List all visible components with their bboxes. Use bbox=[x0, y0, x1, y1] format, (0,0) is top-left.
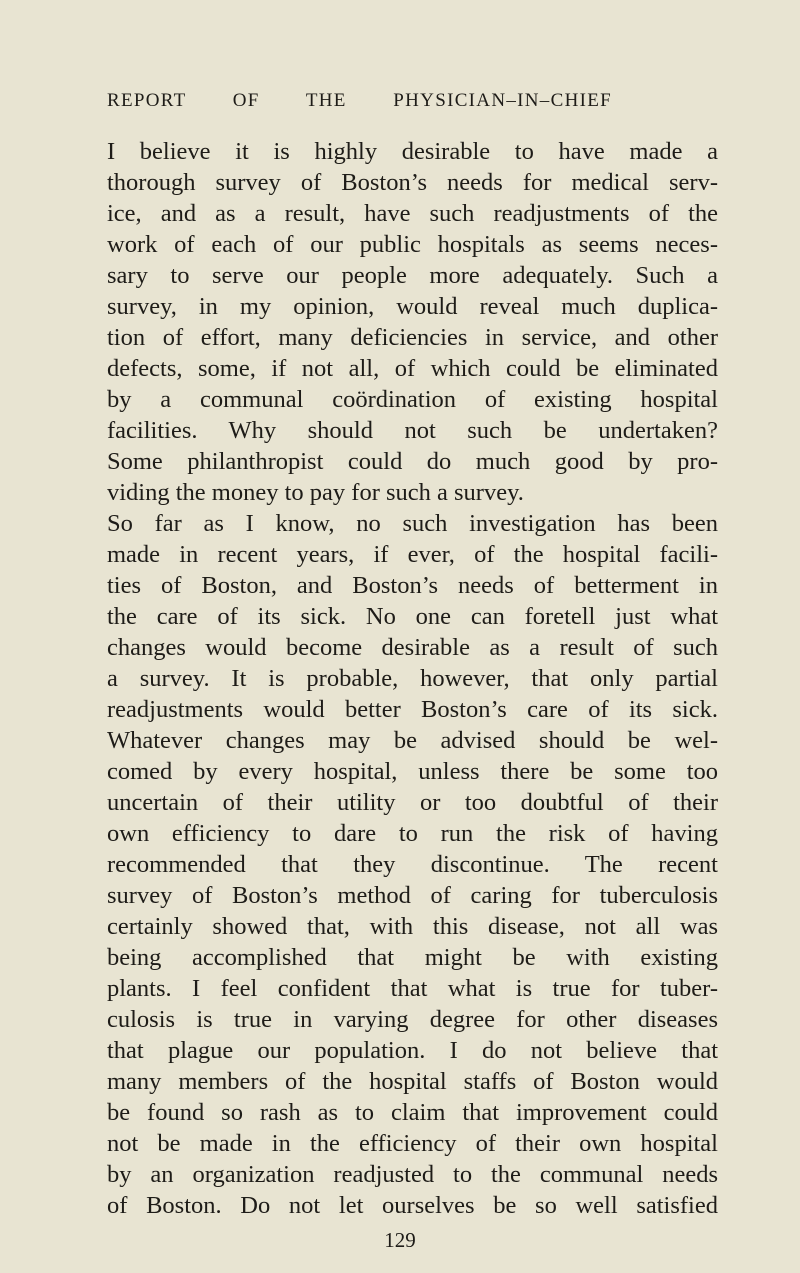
text-line: readjustments would better Boston’s care of its sick. bbox=[107, 696, 718, 723]
text-line: Some philanthropist could do much good by pro- bbox=[107, 448, 718, 475]
text-line: viding the money to pay for such a survey. bbox=[107, 479, 524, 506]
text-line: ice, and as a result, have such readjustments of the bbox=[107, 200, 718, 227]
text-line: be found so rash as to claim that improvement could bbox=[107, 1099, 718, 1126]
text-line: plants. I feel confident that what is true for tuber- bbox=[107, 975, 718, 1002]
text-line: thorough survey of Boston’s needs for medical serv- bbox=[107, 169, 718, 196]
text-line: survey, in my opinion, would reveal much duplica- bbox=[107, 293, 718, 320]
text-line: ties of Boston, and Boston’s needs of betterment in bbox=[107, 572, 718, 599]
text-line: sary to serve our people more adequately. Such a bbox=[107, 262, 718, 289]
text-line: facilities. Why should not such be undertaken? bbox=[107, 417, 718, 444]
text-line: not be made in the efficiency of their own hospital bbox=[107, 1130, 718, 1157]
text-line: by an organization readjusted to the communal needs bbox=[107, 1161, 718, 1188]
text-line: the care of its sick. No one can foretell just what bbox=[107, 603, 718, 630]
text-line: recommended that they discontinue. The recent bbox=[107, 851, 718, 878]
text-line: So far as I know, no such investigation has been bbox=[107, 510, 718, 537]
text-line: a survey. It is probable, however, that only partial bbox=[107, 665, 718, 692]
text-line: Whatever changes may be advised should be wel- bbox=[107, 727, 718, 754]
page-number: 129 bbox=[384, 1228, 416, 1252]
text-line: comed by every hospital, unless there be some too bbox=[107, 758, 718, 785]
text-line: tion of effort, many deficiencies in service, and other bbox=[107, 324, 718, 351]
text-line: by a communal coördination of existing hospital bbox=[107, 386, 718, 413]
text-line: survey of Boston’s method of caring for tuberculosis bbox=[107, 882, 718, 909]
text-line: culosis is true in varying degree for other diseases bbox=[107, 1006, 718, 1033]
text-line: I believe it is highly desirable to have made a bbox=[107, 138, 718, 165]
text-line: of Boston. Do not let ourselves be so well satisfied bbox=[107, 1192, 718, 1219]
text-line: that plague our population. I do not believe that bbox=[107, 1037, 718, 1064]
text-line: work of each of our public hospitals as seems neces- bbox=[107, 231, 718, 258]
text-line: being accomplished that might be with existing bbox=[107, 944, 718, 971]
text-line: certainly showed that, with this disease, not all was bbox=[107, 913, 718, 940]
text-line: own efficiency to dare to run the risk of having bbox=[107, 820, 718, 847]
text-line: made in recent years, if ever, of the hospital facili- bbox=[107, 541, 718, 568]
text-line: many members of the hospital staffs of Boston would bbox=[107, 1068, 718, 1095]
text-line: defects, some, if not all, of which could be eliminated bbox=[107, 355, 718, 382]
body-text bbox=[107, 136, 718, 1221]
text-line: changes would become desirable as a result of such bbox=[107, 634, 718, 661]
running-header: REPORT OF THE PHYSICIAN–IN–CHIEF bbox=[107, 90, 612, 111]
text-line: uncertain of their utility or too doubtful of their bbox=[107, 789, 718, 816]
